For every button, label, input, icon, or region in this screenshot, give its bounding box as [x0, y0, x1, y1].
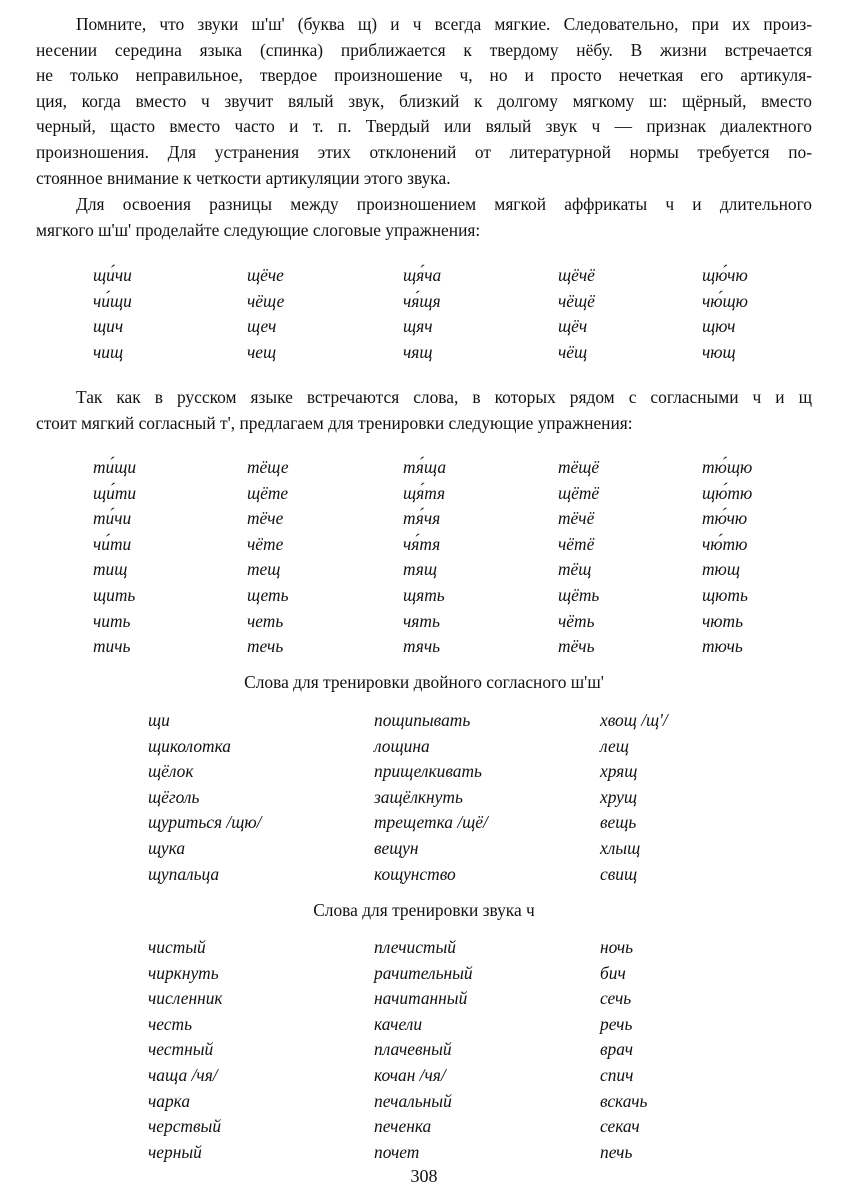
- syllable-cell: тя́чя: [403, 508, 441, 529]
- word-list-double-consonant: [0, 708, 848, 887]
- syllable-cell: чящ: [403, 341, 433, 362]
- syllable-row: [0, 314, 848, 340]
- syllable-cell: щи́чи: [93, 265, 132, 285]
- word-row: [0, 862, 848, 888]
- syllable-cell: чющ: [702, 341, 736, 362]
- word-cell: честь: [148, 1013, 192, 1034]
- word-cell: чиркнуть: [148, 962, 219, 983]
- syllable-exercise-2: [0, 455, 848, 660]
- intro-paragraph: [36, 12, 812, 191]
- word-cell: чистый: [148, 937, 206, 957]
- word-cell: качели: [374, 1013, 423, 1034]
- word-cell: врач: [600, 1039, 634, 1060]
- syllable-cell: чёте: [247, 533, 284, 554]
- syllable-cell: чи́ти: [93, 533, 132, 554]
- syllable-cell: ти́чи: [93, 508, 132, 529]
- syllable-cell: чять: [403, 610, 440, 631]
- page-number: 308: [410, 1166, 438, 1186]
- word-cell: бич: [600, 962, 626, 983]
- word-cell: чарка: [148, 1090, 191, 1111]
- word-row: [0, 961, 848, 987]
- word-cell: честный: [148, 1039, 214, 1060]
- word-row: [0, 1037, 848, 1063]
- syllable-cell: щёчё: [558, 265, 595, 285]
- syllable-cell: чя́щя: [403, 290, 441, 311]
- syllable-cell: чёще: [247, 290, 285, 311]
- word-cell: вещун: [374, 837, 419, 858]
- paragraph-line: мягкого ш'ш' проделайте следующие слоговые упражнения:: [36, 219, 481, 240]
- word-cell: печенка: [374, 1116, 432, 1137]
- syllable-row: [0, 583, 848, 609]
- exercise-intro-paragraph: [36, 192, 812, 243]
- syllable-cell: чёть: [558, 610, 595, 631]
- syllable-cell: щя́ча: [403, 265, 442, 285]
- syllable-row: [0, 263, 848, 289]
- syllable-row: [0, 481, 848, 507]
- word-row: [0, 986, 848, 1012]
- syllable-cell: щя́тя: [403, 482, 446, 503]
- word-row: [0, 734, 848, 760]
- syllable-cell: чётё: [558, 533, 595, 554]
- word-cell: щука: [148, 837, 186, 858]
- paragraph-line: ция, когда вместо ч звучит вялый звук, близкий к долгому мягкому ш: щёрный, вместо: [36, 90, 812, 111]
- word-row: [0, 785, 848, 811]
- word-cell: сечь: [600, 988, 632, 1009]
- syllable-cell: чёщ: [558, 341, 588, 362]
- syllable-cell: щёче: [247, 265, 284, 285]
- syllable-row: [0, 557, 848, 583]
- word-cell: кочан /чя/: [374, 1064, 446, 1085]
- syllable-cell: чещ: [247, 341, 277, 362]
- word-cell: почет: [374, 1141, 420, 1162]
- syllable-cell: тещ: [247, 559, 281, 580]
- syllable-exercise-1: [0, 263, 848, 365]
- word-cell: щи: [148, 710, 170, 730]
- syllable-cell: тёчё: [558, 508, 595, 529]
- syllable-cell: щить: [93, 584, 136, 605]
- word-cell: кощунство: [374, 863, 456, 884]
- word-cell: хрящ: [600, 761, 638, 782]
- syllable-cell: течь: [247, 636, 284, 657]
- paragraph-line: Так как в русском языке встречаются слова, в которых рядом с согласными ч и щ: [76, 387, 812, 407]
- paragraph-line: несении середина языка (спинка) приближается к твердому нёбу. В жизни встречается: [36, 39, 812, 60]
- word-cell: начитанный: [374, 988, 468, 1009]
- word-cell: спич: [600, 1064, 634, 1085]
- syllable-row: [0, 532, 848, 558]
- syllable-cell: тю́щю: [702, 457, 753, 477]
- syllable-cell: щють: [702, 584, 748, 605]
- word-list-ch-sound: [0, 935, 848, 1165]
- syllable-cell: ти́щи: [93, 457, 137, 477]
- syllable-cell: щюч: [702, 316, 736, 337]
- paragraph-line: не только неправильное, твердое произношение ч, но и просто нечеткая его артикуля-: [36, 65, 812, 86]
- section-heading-ch-sound: Слова для тренировки звука ч: [313, 900, 535, 920]
- word-row: [0, 1089, 848, 1115]
- soft-t-paragraph: [36, 385, 812, 436]
- paragraph-line: Помните, что звуки ш'ш' (буква щ) и ч всегда мягкие. Следовательно, при их произ-: [76, 14, 812, 34]
- syllable-cell: щёч: [558, 316, 588, 337]
- word-cell: рачительный: [374, 962, 473, 983]
- syllable-cell: тющ: [702, 559, 740, 580]
- syllable-cell: чищ: [93, 341, 124, 362]
- word-row: [0, 1114, 848, 1140]
- syllable-cell: щёте: [247, 482, 289, 503]
- syllable-cell: тёчь: [558, 636, 595, 657]
- syllable-cell: щю́тю: [702, 482, 753, 503]
- paragraph-line: черный, щасто вместо часто и т. п. Твердый или вялый звук ч — признак диалектного: [36, 116, 812, 137]
- word-cell: прищелкивать: [374, 761, 482, 782]
- word-cell: печальный: [374, 1090, 452, 1111]
- word-cell: вещь: [600, 812, 637, 833]
- syllable-row: [0, 506, 848, 532]
- word-cell: пощипывать: [374, 710, 471, 730]
- syllable-cell: тёщ: [558, 559, 592, 580]
- syllable-cell: чёщё: [558, 290, 595, 311]
- syllable-row: [0, 455, 848, 481]
- syllable-cell: щеч: [247, 316, 277, 337]
- word-cell: плачевный: [374, 1039, 452, 1060]
- word-cell: вскачь: [600, 1090, 648, 1111]
- syllable-cell: щю́чю: [702, 265, 748, 285]
- word-cell: щёлок: [148, 761, 194, 782]
- syllable-row: [0, 634, 848, 660]
- word-row: [0, 708, 848, 734]
- syllable-cell: тючь: [702, 636, 743, 657]
- word-cell: щиколотка: [148, 735, 232, 756]
- syllable-cell: щи́ти: [93, 482, 137, 503]
- word-cell: речь: [600, 1013, 633, 1034]
- paragraph-line: стоянное внимание к четкости артикуляции этого звука.: [36, 167, 451, 188]
- syllable-cell: четь: [247, 610, 284, 631]
- word-cell: защёлкнуть: [374, 786, 463, 807]
- syllable-cell: тящ: [403, 559, 437, 580]
- word-row: [0, 935, 848, 961]
- paragraph-line: произношения. Для устранения этих отклонений от литературной нормы требуется по-: [36, 141, 812, 162]
- syllable-cell: щяч: [403, 316, 433, 337]
- section-heading-double-consonant: Слова для тренировки двойного согласного ш'ш': [244, 672, 604, 692]
- word-row: [0, 1012, 848, 1038]
- syllable-cell: щеть: [247, 584, 289, 605]
- syllable-cell: чю́щю: [702, 290, 748, 311]
- word-row: [0, 810, 848, 836]
- syllable-cell: щич: [93, 316, 124, 337]
- syllable-cell: щётё: [558, 482, 600, 503]
- syllable-cell: тищ: [93, 559, 128, 580]
- syllable-row: [0, 289, 848, 315]
- syllable-cell: чить: [93, 610, 131, 631]
- word-cell: щупальца: [148, 863, 220, 884]
- word-row: [0, 1063, 848, 1089]
- word-cell: секач: [600, 1116, 640, 1137]
- syllable-cell: тя́ща: [403, 457, 447, 477]
- paragraph-line: стоит мягкий согласный т', предлагаем для тренировки следующие упражнения:: [36, 412, 633, 433]
- word-cell: лощина: [374, 735, 430, 756]
- word-cell: хвощ /щ'/: [600, 710, 668, 730]
- syllable-cell: чи́щи: [93, 290, 132, 311]
- syllable-cell: тячь: [403, 636, 441, 657]
- word-row: [0, 836, 848, 862]
- paragraph-line: Для освоения разницы между произношением мягкой аффрикаты ч и длительного: [76, 194, 812, 214]
- syllable-cell: чя́тя: [403, 533, 441, 554]
- word-cell: щёголь: [148, 786, 200, 807]
- syllable-cell: щять: [403, 584, 445, 605]
- word-cell: черный: [148, 1141, 202, 1162]
- word-cell: хрущ: [600, 786, 638, 807]
- word-row: [0, 759, 848, 785]
- word-cell: плечистый: [374, 937, 456, 957]
- syllable-cell: тю́чю: [702, 508, 748, 529]
- word-cell: чаща /чя/: [148, 1064, 218, 1085]
- word-cell: свищ: [600, 863, 638, 884]
- syllable-cell: чю́тю: [702, 533, 748, 554]
- syllable-cell: чють: [702, 610, 744, 631]
- word-cell: щуриться /щю/: [148, 812, 262, 833]
- word-cell: черствый: [148, 1116, 222, 1137]
- word-cell: трещетка /щё/: [374, 812, 488, 833]
- word-cell: хлыщ: [600, 837, 641, 858]
- word-cell: ночь: [600, 937, 634, 957]
- syllable-row: [0, 340, 848, 366]
- syllable-cell: тёщё: [558, 457, 600, 477]
- syllable-cell: тёще: [247, 457, 289, 477]
- word-cell: численник: [148, 988, 223, 1009]
- syllable-cell: тичь: [93, 636, 131, 657]
- word-cell: лещ: [600, 735, 629, 756]
- syllable-cell: щёть: [558, 584, 600, 605]
- syllable-row: [0, 609, 848, 635]
- word-cell: печь: [600, 1141, 633, 1162]
- syllable-cell: тёче: [247, 508, 284, 529]
- word-row: [0, 1140, 848, 1166]
